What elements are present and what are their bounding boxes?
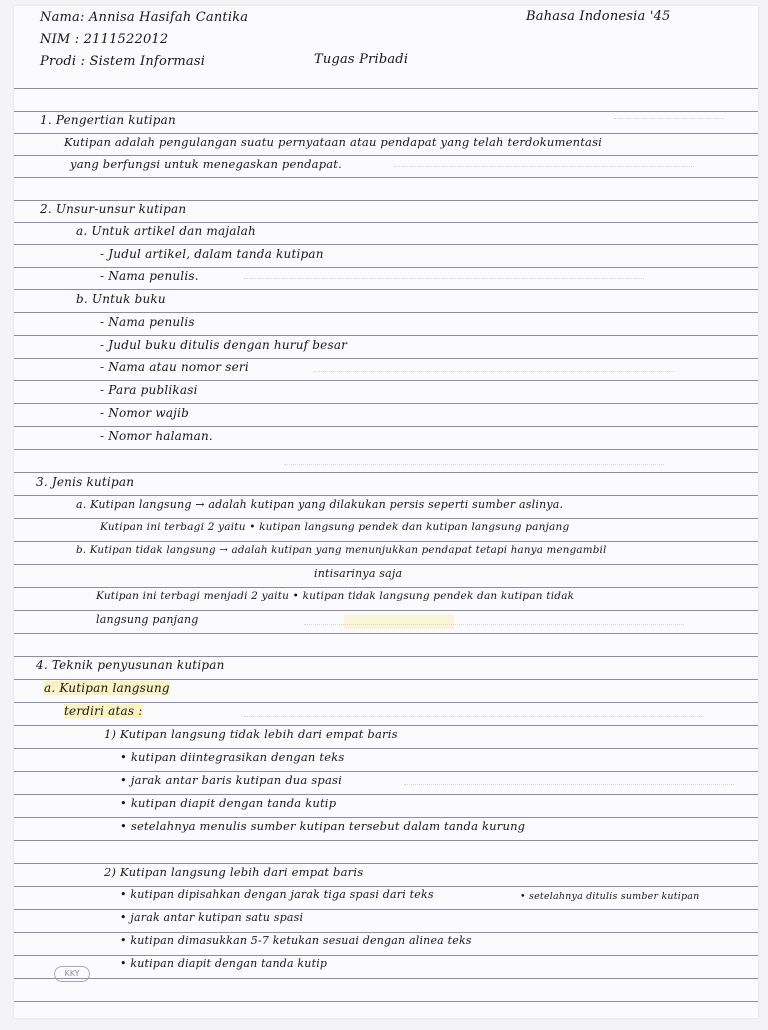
ruled-line <box>14 403 758 404</box>
ruled-line <box>14 133 758 134</box>
ruled-line <box>14 541 758 542</box>
list-item: - Nama penulis <box>100 315 195 329</box>
bullet-item: • kutipan dimasukkan 5-7 ketukan sesuai dengan alinea teks <box>120 934 472 947</box>
section-2a-label: a. Untuk artikel dan majalah <box>76 224 256 238</box>
ruled-line <box>14 111 758 112</box>
ruled-line <box>14 312 758 313</box>
bullet-item: • kutipan diintegrasikan dengan teks <box>120 750 345 764</box>
bleed-through-mark <box>244 716 704 722</box>
section-3b-line: Kutipan ini terbagi menjadi 2 yaitu • kutipan tidak langsung pendek dan kutipan tidak <box>96 590 575 602</box>
ruled-line <box>14 610 758 611</box>
list-item: - Para publikasi <box>100 383 198 397</box>
section-3b-line: intisarinya saja <box>314 567 403 580</box>
ruled-line <box>14 886 758 887</box>
section-3b-line: b. Kutipan tidak langsung → adalah kutipan yang menunjukkan pendapat tetapi hanya mengambil <box>76 544 607 556</box>
ruled-line <box>14 358 758 359</box>
bullet-item: • kutipan diapit dengan tanda kutip <box>120 796 337 810</box>
notebook-page <box>14 6 758 1018</box>
study-program: Prodi : Sistem Informasi <box>40 54 206 69</box>
assignment-title: Tugas Pribadi <box>314 52 409 67</box>
section-1-heading: 1. Pengertian kutipan <box>40 113 176 127</box>
ruled-line <box>14 702 758 703</box>
section-4a-label: a. Kutipan langsung <box>44 681 170 695</box>
bullet-item: • kutipan dipisahkan dengan jarak tiga spasi dari teks <box>120 888 434 901</box>
ruled-line <box>14 244 758 245</box>
bleed-through-mark <box>314 371 674 377</box>
ruled-line <box>14 1001 758 1002</box>
ruled-line <box>14 380 758 381</box>
section-2b-label: b. Untuk buku <box>76 292 166 306</box>
subsection-1-label: 1) Kutipan langsung tidak lebih dari empat baris <box>104 727 398 741</box>
bleed-through-mark <box>614 118 724 124</box>
ruled-line <box>14 267 758 268</box>
side-note: • setelahnya ditulis sumber kutipan <box>520 891 700 902</box>
ruled-line <box>14 725 758 726</box>
ruled-line <box>14 200 758 201</box>
course-name: Bahasa Indonesia '45 <box>526 9 671 24</box>
ruled-line <box>14 177 758 178</box>
section-4-terdiri: terdiri atas : <box>64 704 143 718</box>
section-3-heading: 3. Jenis kutipan <box>36 475 135 489</box>
bleed-through-mark <box>244 278 644 284</box>
ruled-line <box>14 909 758 910</box>
student-name: Nama: Annisa Hasifah Cantika <box>40 10 249 25</box>
section-4-heading: 4. Teknik penyusunan kutipan <box>36 658 225 672</box>
ruled-line <box>14 88 758 89</box>
list-item: - Nomor halaman. <box>100 429 213 443</box>
ruled-line <box>14 495 758 496</box>
ruled-line <box>14 978 758 979</box>
bleed-through-mark <box>394 166 694 172</box>
ruled-line <box>14 633 758 634</box>
section-2-heading: 2. Unsur-unsur kutipan <box>40 202 187 216</box>
list-item: - Nomor wajib <box>100 406 190 420</box>
paper-brand-stamp: KKY <box>54 966 90 982</box>
ruled-line <box>14 771 758 772</box>
ruled-line <box>14 472 758 473</box>
ruled-line <box>14 335 758 336</box>
ruled-line <box>14 587 758 588</box>
list-item: - Judul buku ditulis dengan huruf besar <box>100 338 348 352</box>
ruled-line <box>14 564 758 565</box>
ruled-line <box>14 955 758 956</box>
list-item: - Nama atau nomor seri <box>100 360 249 374</box>
section-3a-line: a. Kutipan langsung → adalah kutipan yang dilakukan persis seperti sumber aslinya. <box>76 498 564 511</box>
bleed-through-mark <box>404 784 734 790</box>
section-1-line: yang berfungsi untuk menegaskan pendapat. <box>70 157 342 171</box>
bullet-item: • setelahnya menulis sumber kutipan tersebut dalam tanda kurung <box>120 819 526 833</box>
ruled-line <box>14 840 758 841</box>
ruled-line <box>14 679 758 680</box>
ruled-line <box>14 863 758 864</box>
highlighter-mark <box>344 615 454 629</box>
section-1-line: Kutipan adalah pengulangan suatu pernyataan atau pendapat yang telah terdokumentasi <box>64 135 603 149</box>
bullet-item: • kutipan diapit dengan tanda kutip <box>120 957 328 970</box>
ruled-line <box>14 794 758 795</box>
student-nim: NIM : 2111522012 <box>40 32 169 47</box>
bullet-item: • jarak antar baris kutipan dua spasi <box>120 773 343 787</box>
section-3b-line: langsung panjang <box>96 613 199 626</box>
ruled-line <box>14 289 758 290</box>
list-item: - Judul artikel, dalam tanda kutipan <box>100 247 324 261</box>
ruled-line <box>14 155 758 156</box>
ruled-line <box>14 932 758 933</box>
ruled-line <box>14 222 758 223</box>
ruled-line <box>14 518 758 519</box>
section-3a-line: Kutipan ini terbagi 2 yaitu • kutipan langsung pendek dan kutipan langsung panjang <box>100 521 570 533</box>
bleed-through-mark <box>284 464 664 470</box>
ruled-line <box>14 656 758 657</box>
subsection-2-label: 2) Kutipan langsung lebih dari empat baris <box>104 865 364 879</box>
ruled-line <box>14 748 758 749</box>
ruled-line <box>14 817 758 818</box>
bullet-item: • jarak antar kutipan satu spasi <box>120 911 304 924</box>
list-item: - Nama penulis. <box>100 269 199 283</box>
ruled-line <box>14 449 758 450</box>
ruled-line <box>14 426 758 427</box>
